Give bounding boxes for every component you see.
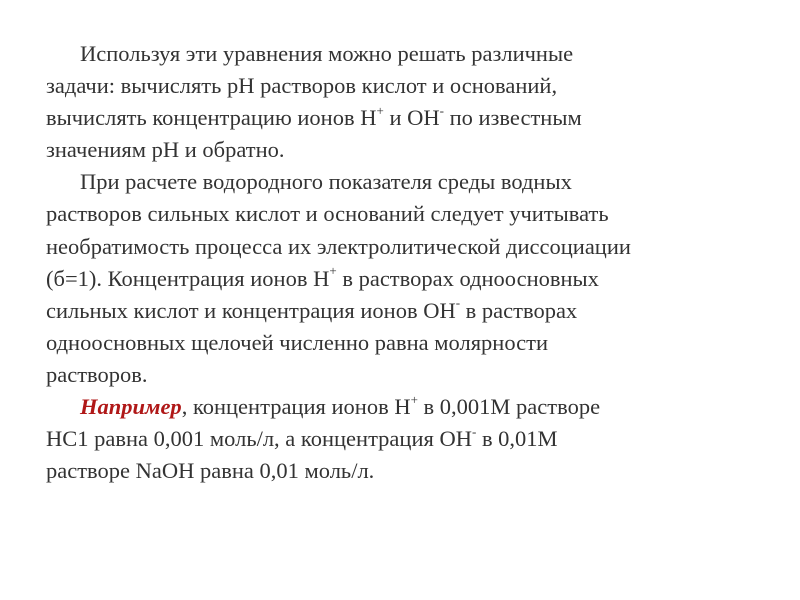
p1-line-3-text-a: вычислять концентрацию ионов H [46,105,377,131]
p3-line-2 [46,423,758,455]
p2-line-5 [46,295,758,327]
paragraph-2 [46,166,758,391]
p2-line-4 [46,263,758,295]
p1-line-2: задачи: вычислять pH растворов кислот и оснований, [46,73,558,99]
p1-line-4: значениям pH и обратно. [46,137,285,163]
superscript-plus: + [410,391,418,407]
p2-line-1: При расчете водородного показателя среды водных [80,169,572,195]
p3-line-2-text-b: в 0,01M [476,426,558,452]
superscript-minus: - [471,423,477,439]
p2-line-2: растворов сильных кислот и оснований следует учитывать [46,201,609,227]
p1-line-3-text-b: и OH [383,105,440,131]
p2-line-5-text-a: сильных кислот и концентрация ионов OH [46,297,456,323]
paragraph-3 [46,391,758,487]
example-emphasis: Например [80,394,182,420]
slide-text-block [46,38,758,487]
p2-line-4-text-a: (б=1). Концентрация ионов H [46,265,330,291]
p1-line-3-text-c: по известным [443,105,582,131]
p2-line-7: растворов. [46,361,148,387]
p2-line-4-text-b: в растворах одноосновных [336,265,599,291]
p3-line-2-text-a: HC1 равна 0,001 моль/л, а концентрация OH [46,426,472,452]
p3-line-3: растворе NaOH равна 0,01 моль/л. [46,458,375,484]
p3-line-1-text-b: в 0,001M растворе [417,394,601,420]
p2-line-3: необратимость процесса их электролитической диссоциации [46,233,631,259]
p2-line-5-text-b: в растворах [460,297,578,323]
p1-line-1: Используя эти уравнения можно решать различные [80,41,574,66]
superscript-minus: - [439,102,444,118]
superscript-minus: - [455,295,461,311]
p3-line-1 [46,391,758,423]
paragraph-1 [46,38,758,166]
p1-line-3 [46,102,758,134]
p3-line-1-text-a: , концентрация ионов H [181,394,411,420]
superscript-plus: + [329,263,337,279]
superscript-plus: + [376,102,384,118]
p2-line-6: одноосновных щелочей численно равна молярности [46,329,549,355]
